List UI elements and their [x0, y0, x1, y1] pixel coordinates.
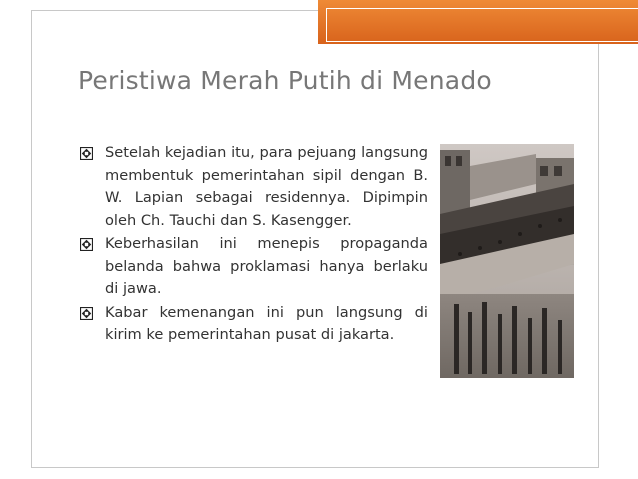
bullet-item-1 — [80, 142, 428, 232]
bullet-text: Kabar kemenangan ini pun langsung di kirim ke pemerintahan pusat di jakarta. — [105, 303, 428, 343]
historical-photo — [440, 144, 574, 378]
photo-image — [440, 144, 574, 378]
bullet-text: Keberhasilan ini menepis propaganda belanda bahwa proklamasi hanya berlaku di jawa. — [105, 235, 428, 297]
bullet-icon — [80, 307, 93, 320]
bullet-item-3 — [80, 302, 428, 347]
bullet-list — [80, 142, 428, 348]
slide-title: Peristiwa Merah Putih di Menado — [78, 66, 492, 95]
bullet-icon — [80, 238, 93, 251]
accent-bar-outline — [326, 8, 638, 42]
bullet-text: Setelah kejadian itu, para pejuang langsung membentuk pemerintahan sipil dengan B. W. Lapian sebagai residennya. Dipimpin oleh Ch. Tauchi dan S. Kasengger. — [105, 144, 428, 229]
bullet-icon — [80, 147, 93, 160]
bullet-item-2 — [80, 233, 428, 301]
